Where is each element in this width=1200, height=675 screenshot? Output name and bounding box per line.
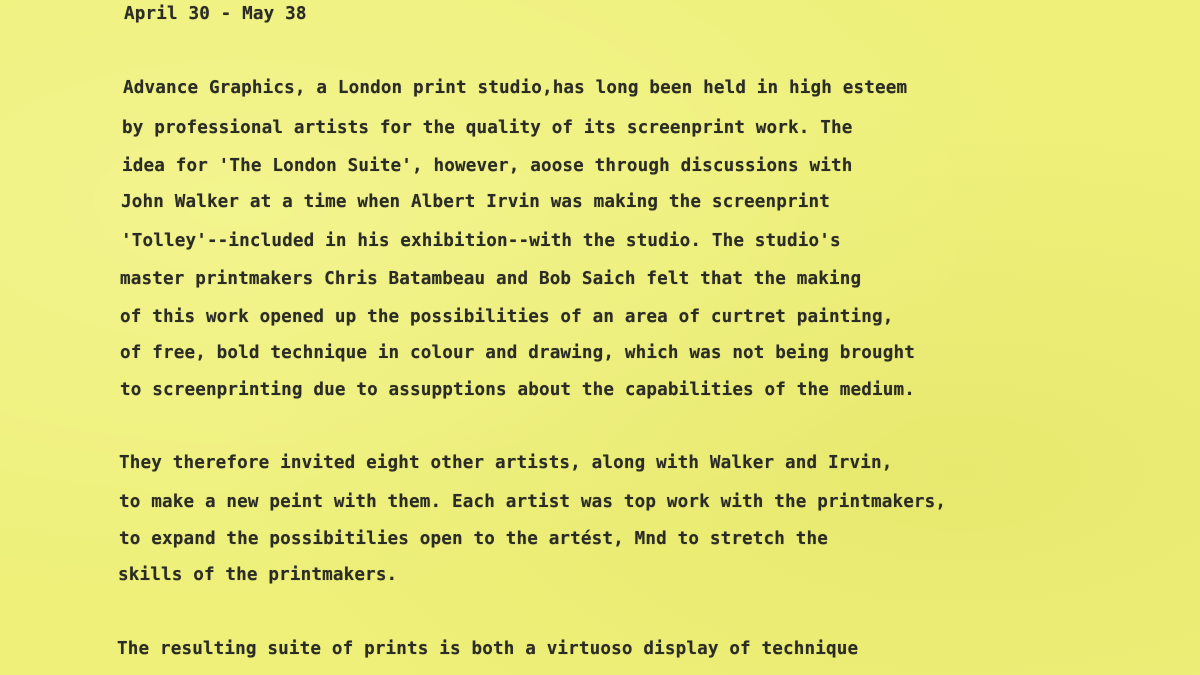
paragraph-line: by professional artists for the quality of its screenprint work. The: [122, 118, 853, 138]
paragraph-line: skills of the printmakers.: [118, 565, 398, 585]
paragraph-line: The resulting suite of prints is both a virtuoso display of technique: [117, 639, 859, 659]
paragraph-line: 'Tolley'--included in his exhibition--with the studio. The studio's: [121, 231, 841, 251]
date-line: April 30 - May 38: [124, 4, 307, 24]
paragraph-line: John Walker at a time when Albert Irvin was making the screenprint: [121, 192, 830, 212]
paragraph-line: Advance Graphics, a London print studio,has long been held in high esteem: [123, 78, 908, 98]
paragraph-line: to screenprinting due to assupptions about the capabilities of the medium.: [120, 380, 915, 400]
paragraph-line: They therefore invited eight other artists, along with Walker and Irvin,: [119, 453, 893, 473]
paragraph-line: idea for 'The London Suite', however, aoose through discussions with: [122, 156, 853, 176]
paragraph-line: of this work opened up the possibilities of an area of curtret painting,: [120, 307, 894, 327]
paragraph-line: master printmakers Chris Batambeau and Bob Saich felt that the making: [120, 269, 862, 289]
paragraph-line: of free, bold technique in colour and drawing, which was not being brought: [120, 343, 915, 363]
paragraph-line: to make a new peint with them. Each artist was top work with the printmakers,: [119, 492, 947, 512]
paragraph-line: to expand the possibitilies open to the artést, Mnd to stretch the: [119, 529, 828, 549]
